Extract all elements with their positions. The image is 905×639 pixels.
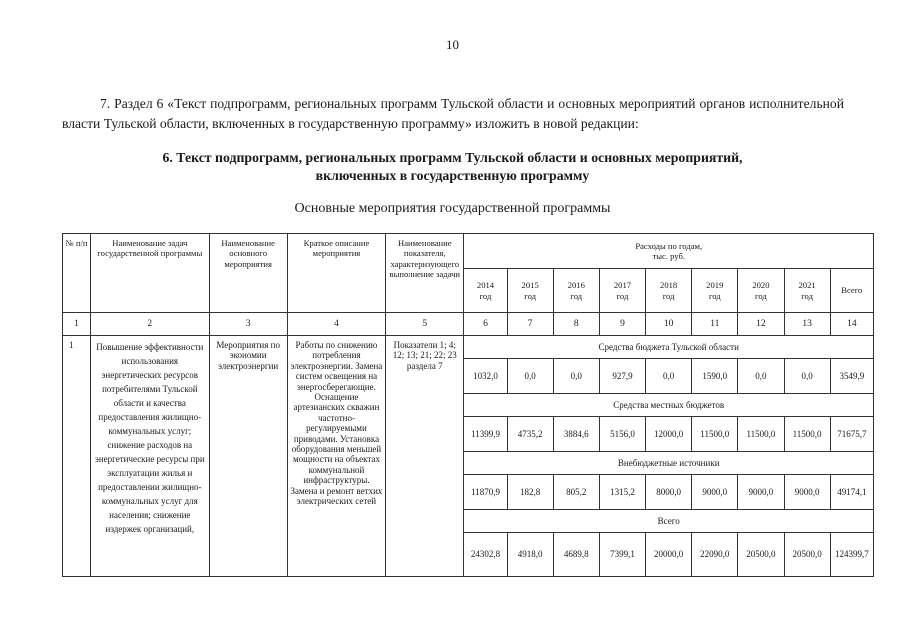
year-label: 2020 — [752, 280, 770, 291]
column-number: 9 — [599, 313, 645, 336]
column-number: 4 — [287, 313, 385, 336]
year-label: 2016 — [567, 280, 585, 291]
value-cell: 5156,0 — [599, 417, 645, 452]
year-unit: год — [616, 290, 629, 301]
column-number: 3 — [209, 313, 287, 336]
table-caption: Основные мероприятия государственной программы — [294, 201, 611, 216]
header-row-1 — [63, 234, 874, 269]
column-number: 6 — [464, 313, 507, 336]
column-number: 10 — [646, 313, 692, 336]
value-cell: 11500,0 — [784, 417, 830, 452]
value-cell: 4689,8 — [553, 533, 599, 577]
header-num: № п/п — [63, 234, 91, 313]
source-row-regional-budget — [63, 336, 874, 359]
value-cell: 927,9 — [599, 359, 645, 394]
column-number: 2 — [91, 313, 209, 336]
year-label: 2019 — [706, 280, 724, 291]
section-title-line-1: 6. Текст подпрограмм, региональных программ Тульской области и основных мероприятий, — [162, 150, 743, 165]
header-indicator: Наименование показателя, характеризующего выполнение задачи — [386, 234, 464, 313]
value-cell: 0,0 — [646, 359, 692, 394]
value-cell: 11399,9 — [464, 417, 507, 452]
value-cell: 9000,0 — [784, 475, 830, 510]
header-year — [464, 269, 507, 313]
year-label: 2015 — [521, 280, 539, 291]
total-cell: 124399,7 — [830, 533, 873, 577]
year-unit: год — [479, 290, 492, 301]
header-year — [599, 269, 645, 313]
value-cell: 12000,0 — [646, 417, 692, 452]
value-cell: 805,2 — [553, 475, 599, 510]
value-cell: 22090,0 — [692, 533, 738, 577]
row-tasks: Повышение эффективности использования энергетических ресурсов потребителями Тульской области и качества предоставления жилищно-коммунальных услуг; снижение расходов на энергетические ресурсы при эксплуатации жилья и предоставлении жилищно-коммунальных услуг для населения; снижение издержек организаций, — [91, 336, 209, 577]
total-cell: 49174,1 — [830, 475, 873, 510]
column-number: 14 — [830, 313, 873, 336]
row-number: 1 — [63, 336, 91, 577]
value-cell: 20500,0 — [784, 533, 830, 577]
value-cell: 1315,2 — [599, 475, 645, 510]
row-description: Работы по снижению потребления электроэнергии. Замена систем освещения на энергосберегающие. Оснащение артезианских скважин частотно-регулируемыми приводами. Установка оборудования меньшей мощности на объектах коммунальной инфраструктуры. Замена и ремонт ветхих электрических сетей — [287, 336, 385, 577]
row-indicator: Показатели 1; 4; 12; 13; 21; 22; 23 раздела 7 — [386, 336, 464, 577]
value-cell: 20000,0 — [646, 533, 692, 577]
value-cell: 0,0 — [738, 359, 784, 394]
main-activities-table — [62, 233, 874, 577]
header-year — [507, 269, 553, 313]
year-unit: год — [708, 290, 721, 301]
year-unit: год — [801, 290, 813, 301]
value-cell: 8000,0 — [646, 475, 692, 510]
row-main-activity: Мероприятия по экономии электроэнергии — [209, 336, 287, 577]
header-expenses-label: Расходы по годам, — [635, 240, 703, 251]
year-unit: год — [755, 290, 767, 301]
value-cell: 9000,0 — [738, 475, 784, 510]
value-cell: 1590,0 — [692, 359, 738, 394]
header-year — [692, 269, 738, 313]
value-cell: 0,0 — [507, 359, 553, 394]
value-cell: 11500,0 — [692, 417, 738, 452]
source-label: Внебюджетные источники — [464, 452, 874, 475]
column-number: 7 — [507, 313, 553, 336]
total-cell: 71675,7 — [830, 417, 873, 452]
year-label: 2021 — [798, 280, 816, 291]
header-main-activity: Наименование основного мероприятия — [209, 234, 287, 313]
header-expenses-unit: тыс. руб. — [652, 251, 685, 261]
header-expenses — [464, 234, 874, 269]
intro-paragraph: 7. Раздел 6 «Текст подпрограмм, региональных программ Тульской области и основных мероприятий органов исполнительной власти Тульской области, включенных в государственную программу» изложить в новой редакции: — [62, 96, 844, 131]
value-cell: 0,0 — [553, 359, 599, 394]
value-cell: 24302,8 — [464, 533, 507, 577]
source-label: Средства бюджета Тульской области — [464, 336, 874, 359]
column-number: 12 — [738, 313, 784, 336]
value-cell: 4918,0 — [507, 533, 553, 577]
column-number: 1 — [63, 313, 91, 336]
value-cell: 4735,2 — [507, 417, 553, 452]
column-number: 5 — [386, 313, 464, 336]
column-number: 11 — [692, 313, 738, 336]
value-cell: 7399,1 — [599, 533, 645, 577]
year-unit: год — [662, 290, 675, 301]
year-label: 2017 — [613, 280, 632, 291]
header-tasks: Наименование задач государственной программы — [91, 234, 209, 313]
value-cell: 11870,9 — [464, 475, 507, 510]
header-year — [646, 269, 692, 313]
header-year — [784, 269, 830, 313]
value-cell: 9000,0 — [692, 475, 738, 510]
section-title-line-2: включенных в государственную программу — [315, 168, 590, 183]
value-cell: 1032,0 — [464, 359, 507, 394]
value-cell: 182,8 — [507, 475, 553, 510]
header-year — [553, 269, 599, 313]
header-year — [738, 269, 784, 313]
source-label: Средства местных бюджетов — [464, 394, 874, 417]
total-cell: 3549,9 — [830, 359, 873, 394]
column-number-row — [63, 313, 874, 336]
header-total: Всего — [830, 269, 873, 313]
year-label: 2014 — [476, 280, 495, 291]
value-cell: 3884,6 — [553, 417, 599, 452]
value-cell: 20500,0 — [738, 533, 784, 577]
page-number: 10 — [446, 37, 459, 52]
column-number: 8 — [553, 313, 599, 336]
value-cell: 0,0 — [784, 359, 830, 394]
column-number: 13 — [784, 313, 830, 336]
value-cell: 11500,0 — [738, 417, 784, 452]
header-description: Краткое описание мероприятия — [287, 234, 385, 313]
year-unit: год — [524, 290, 536, 301]
section-title — [0, 149, 905, 185]
source-label: Всего — [464, 510, 874, 533]
year-unit: год — [570, 290, 583, 301]
year-label: 2018 — [660, 280, 678, 291]
